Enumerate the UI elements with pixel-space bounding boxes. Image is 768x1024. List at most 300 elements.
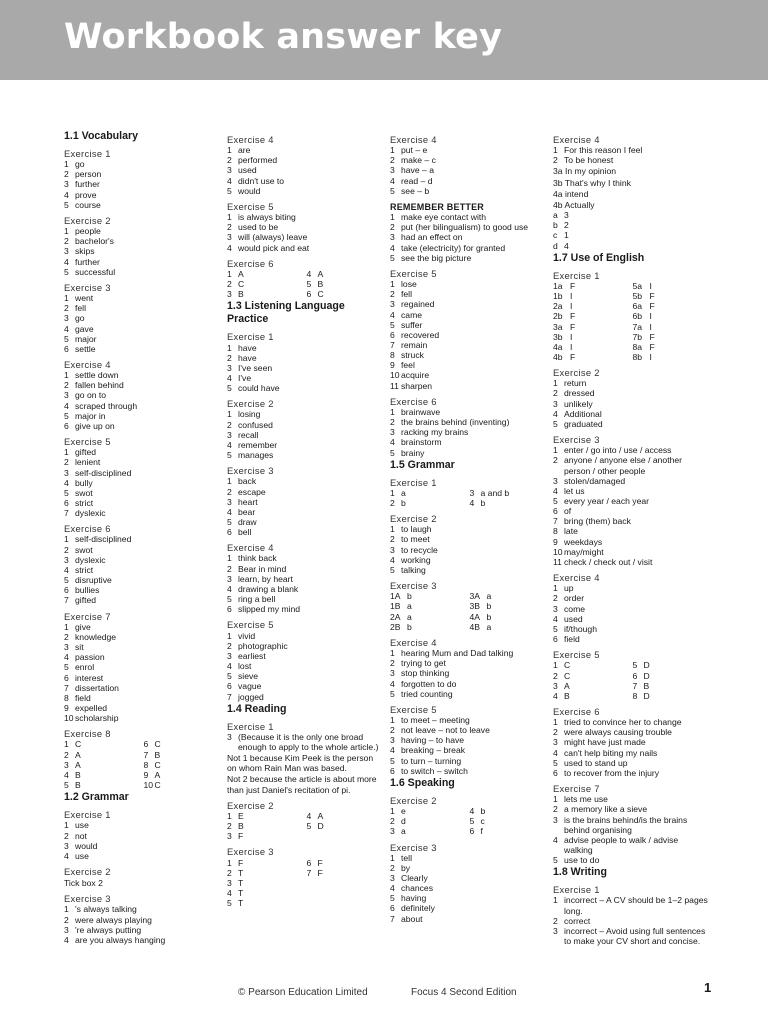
answer-line [553,624,708,634]
answer-number: 4 [553,690,558,701]
answer-line [390,350,545,360]
answer-text: b [480,806,486,817]
answer-cell [633,281,709,291]
answer-text: graduated [564,418,603,429]
answer-line [64,683,219,693]
answer-text: bring (them) back [564,516,631,527]
answer-text: bear [238,506,256,517]
answer-text: D [643,690,650,701]
answer-number: 6 [64,585,69,596]
answer-number: 7 [227,691,232,702]
answer-number: 3 [227,165,232,176]
answer-number: 2 [64,169,69,180]
answer-text: 4 [564,240,569,251]
answer-number: 1 [390,145,395,156]
answer-line [64,488,219,498]
answer-line [64,246,219,256]
answer-number: 3 [390,299,395,310]
answer-text: a [407,611,412,622]
answer-line [227,594,382,604]
answer-number: 4 [227,242,232,253]
answer-text: advise people to walk / advise walking [564,834,679,855]
section-heading: 1.7 Use of English [553,251,645,264]
answer-line [64,457,219,467]
answer-number: 7 [143,749,149,760]
answer-number: 3 [227,429,232,440]
answer-number: 11 [553,556,562,567]
answer-number: 6 [306,289,312,300]
answer-line [553,727,708,737]
answer-text: will (always) leave [238,232,308,243]
answer-number: 1 [390,212,395,223]
answer-text: slipped my mind [238,604,301,615]
answer-text: a [401,487,406,498]
answer-text: drawing a blank [238,583,299,594]
answer-cell [390,826,466,836]
exercise-heading: Exercise 1 [227,331,274,343]
answer-line [64,159,219,169]
answer-text: definitely [401,903,435,914]
answer-number: 7 [64,682,69,693]
answer-line [553,388,708,398]
exercise-heading: Exercise 1 [227,720,274,732]
answer-cell [390,498,466,508]
exercise-heading: Exercise 4 [227,134,274,145]
exercise-heading: Exercise 5 [227,200,274,212]
answer-text: a [486,591,492,602]
answer-text: bachelor's [75,236,114,247]
answer-number: 4 [306,810,312,821]
answer-number: 2 [64,830,69,841]
answer-number: 6 [390,765,395,776]
answer-text: let us [564,485,585,496]
answer-text: swot [75,544,93,555]
answer-line [227,222,382,232]
answer-number: 2B [390,621,401,632]
answer-line [390,534,545,544]
answer-line [227,517,382,527]
answer-note: 3b That's why I think [553,177,631,188]
answer-line [64,293,219,303]
answer-number: 3A [469,591,481,602]
answer-line [64,179,219,189]
answer-number: 4 [390,309,395,320]
publisher-credit: © Pearson Education Limited [238,987,368,998]
answer-line [390,176,545,186]
answer-cell [390,601,466,611]
answer-number: 7 [64,508,69,519]
answer-number: 5 [64,333,69,344]
answer-number: 5 [306,821,312,832]
answer-text: I've seen [238,362,273,373]
answer-text: use to do [564,855,600,866]
answer-number: 6b [632,311,643,322]
answer-line [553,794,708,804]
answer-line [227,420,382,430]
answer-line [390,745,545,755]
answer-text: used [238,165,257,176]
answer-cell [553,681,629,691]
answer-text: used to stand up [564,757,628,768]
answer-number: 4 [64,652,69,663]
answer-text [318,878,383,888]
answer-number: 1 [64,621,69,632]
answer-text: to recover from the injury [564,767,660,778]
answer-text: dyslexic [75,508,106,519]
answer-line [64,565,219,575]
title-banner [0,0,768,80]
answer-text: tell [401,852,412,863]
answer-cell [553,301,629,311]
exercise-heading: Exercise 1 [390,476,437,488]
answer-text: put – e [401,145,428,156]
answer-cell [633,291,709,301]
answer-text: of [564,506,572,517]
answer-number: 9 [553,536,558,547]
answer-line [390,735,545,745]
answer-number: 1A [390,591,401,602]
answer-text [318,831,383,841]
answer-line [553,815,708,835]
answer-number: 3 [390,232,395,243]
answer-cell [633,322,709,332]
answer-text: would [238,185,261,196]
section-heading: 1.6 Speaking [390,776,455,789]
answer-number: 4 [553,408,558,419]
section-heading: 1.4 Reading [227,702,287,715]
answer-text: b [480,498,486,508]
answer-text: lenient [75,457,101,468]
answer-number: 8 [143,759,149,770]
answer-text: lose [401,279,417,290]
answer-number: 6 [632,670,638,681]
answer-text: (Because it is the only one broad enough to apply to the whole article.) [238,731,379,752]
answer-number: 7 [306,867,312,878]
answer-grid [553,281,708,362]
answer-text: lost [238,661,252,672]
answer-line [227,651,382,661]
answer-line [64,642,219,652]
answer-line [553,241,708,251]
answer-number: 4 [64,323,69,334]
answer-number: 1 [390,806,395,817]
answer-line [64,190,219,200]
answer-number: 3 [553,398,558,409]
answer-line [390,437,545,447]
answer-number: 3 [469,487,475,498]
answer-text: C [75,739,82,750]
answer-cell [470,498,546,508]
answer-text: gifted [75,595,97,606]
answer-number: 5 [390,893,395,904]
answer-number: 1 [64,226,69,237]
answer-number: 2 [390,534,395,545]
answer-line [553,547,708,557]
exercise-heading: Exercise 4 [227,542,274,554]
section-heading: 1.2 Grammar [64,791,129,804]
answer-line [64,468,219,478]
answer-cell [470,612,546,622]
answer-line [553,614,708,624]
answer-number: 2 [227,279,232,290]
answer-text: brainstorm [401,437,442,448]
answer-line [227,574,382,584]
answer-number: 6 [64,420,69,431]
answer-number: 4 [553,485,558,496]
answer-number: 6 [227,527,232,538]
answer-number: 6 [64,672,69,683]
answer-text: B [75,780,81,791]
answer-number: 1 [227,145,232,156]
answer-line [227,527,382,537]
answer-text: To be honest [564,155,614,166]
answer-text: remain [401,339,428,350]
answer-cell [227,821,303,831]
answer-number: 1 [227,409,232,420]
answer-number [307,888,318,898]
answer-number: 2 [390,417,395,428]
answer-number: 6 [469,826,475,837]
answer-text: is the brains behind/is the brains behind organising [564,814,688,835]
answer-number [307,831,318,841]
answer-number: 1 [553,145,558,156]
answer-text: read – d [401,175,433,186]
answer-cell [470,601,546,611]
answer-cell [553,311,629,321]
answer-number: 1 [553,794,558,805]
answer-text: I [570,301,573,312]
answer-line [553,220,708,230]
answer-line [64,585,219,595]
answer-text: late [564,526,578,537]
answer-number: 6 [64,343,69,354]
answer-number: 4 [390,678,395,689]
answer-text: 're always putting [75,924,142,935]
answer-line [553,145,708,155]
answer-line [227,661,382,671]
answer-text: F [317,867,323,878]
answer-text: self-disciplined [75,467,132,478]
answer-text: by [401,862,411,873]
answer-number: 6 [390,329,395,340]
answer-line [64,703,219,713]
answer-number: 5 [64,266,69,277]
answer-text: b [407,621,412,632]
answer-text: self-disciplined [75,534,132,545]
answer-number: 2 [64,236,69,247]
answer-number [307,898,318,908]
answer-number: 4 [64,564,69,575]
answer-text: remember [238,439,278,450]
answer-text: not leave – not to leave [401,725,490,736]
answer-number: 5 [227,383,232,394]
answer-cell [64,750,140,760]
answer-text: A [154,769,161,780]
answer-line [390,853,545,863]
answer-line [64,662,219,672]
answer-number: 3 [227,496,232,507]
answer-number: 2 [64,749,69,760]
answer-text: b [486,601,492,612]
answer-number: 6 [143,739,149,750]
answer-line [64,831,219,841]
answer-line [64,267,219,277]
answer-text: sieve [238,671,259,682]
answer-number: 1 [390,487,395,498]
answer-number: 6 [306,857,312,868]
answer-text: Clearly [401,873,428,883]
answer-line [227,145,382,155]
answer-number: 2 [390,155,395,166]
answer-line [553,537,708,547]
answer-cell [633,660,709,670]
answer-number: 1 [64,293,69,304]
answer-line [553,634,708,644]
answer-text: think back [238,553,277,564]
answer-number: 5 [390,755,395,766]
answer-line [553,748,708,758]
answer-text: passion [75,652,105,663]
answer-line [64,169,219,179]
answer-line [390,766,545,776]
answer-text: I [570,291,573,302]
answer-text: see – b [401,185,430,196]
answer-text: to meet [401,534,430,545]
answer-text: regained [401,299,435,310]
answer-cell [553,342,629,352]
answer-text: trying to get [401,658,446,669]
answer-line [390,883,545,893]
answer-text: F [649,341,655,352]
answer-number: 5 [64,410,69,421]
answer-text: F [570,321,576,332]
answer-line [553,230,708,240]
answer-cell [633,671,709,681]
answer-line [227,343,382,353]
answer-number: 1 [227,857,232,868]
exercise-heading: Exercise 6 [227,257,274,269]
answer-note: Not 2 because the article is about more than just Daniel's recitation of pi. [227,774,377,795]
answer-text: have [238,352,257,363]
answer-text: scraped through [75,400,138,411]
answer-line [553,768,708,778]
answer-number: 2 [227,419,232,430]
answer-number: 7 [64,595,69,606]
answer-number: 3 [227,650,232,661]
answer-cell [553,660,629,670]
answer-cell [227,898,303,908]
answer-text: confused [238,419,273,430]
answer-text: expelled [75,702,108,713]
answer-text: 3 [564,210,569,221]
answer-line [64,632,219,642]
answer-number: 1 [390,279,395,290]
answer-line [227,176,382,186]
answer-cell [470,826,546,836]
answer-text: recall [238,429,259,440]
answer-line [227,450,382,460]
answer-cell [633,332,709,342]
answer-number: 6 [227,604,232,615]
page-number: 1 [704,980,712,995]
answer-number: 4 [64,189,69,200]
answer-line [227,604,382,614]
exercise-heading: Exercise 3 [64,281,111,293]
answer-cell [64,770,140,780]
answer-text: F [649,301,655,312]
answer-text: C [154,739,161,750]
answer-line [64,575,219,585]
answer-cell [307,878,383,888]
answer-line [64,925,219,935]
answer-text: escape [238,486,266,497]
answer-text: bullies [75,585,100,596]
answer-number: 2 [227,222,232,233]
answer-text: person [75,169,102,180]
answer-grid [390,591,545,632]
answer-number: 1 [390,406,395,417]
answer-text: fell [75,303,86,314]
answer-number: 4 [390,554,395,565]
answer-line [64,534,219,544]
answer-number: 2 [553,727,558,738]
answer-text: go [75,313,85,324]
exercise-heading: Exercise 2 [390,794,437,806]
exercise-heading: Exercise 5 [390,267,437,279]
answer-number: 4B [469,621,481,632]
answer-text: may/might [564,546,604,557]
answer-line [227,165,382,175]
answer-text: to meet – meeting [401,714,470,725]
answer-text: a [486,621,492,632]
answer-line [390,427,545,437]
answer-number: 4 [64,850,69,861]
answer-text: course [75,199,101,210]
answer-line [390,715,545,725]
exercise-heading: Exercise 3 [553,434,600,446]
answer-line [390,155,545,165]
answer-cell [633,342,709,352]
answer-number: 3 [553,925,558,936]
answer-number: 4a [553,341,563,352]
answer-number: 7a [632,321,643,332]
answer-cell [470,591,546,601]
answer-number: 4 [227,661,232,672]
answer-text: a and b [480,487,510,498]
answer-line [390,381,545,391]
answer-cell [144,770,220,780]
answer-line [390,253,545,263]
answer-number: 2 [553,593,558,604]
answer-number: 1 [390,648,395,659]
answer-line [64,622,219,632]
answer-cell [144,750,220,760]
answer-text: I [649,351,652,362]
answer-line [227,383,382,393]
answer-line [390,756,545,766]
answer-number: 3 [390,427,395,438]
answer-text: performed [238,155,278,166]
answer-number: 1b [553,291,563,302]
answer-line [390,320,545,330]
answer-text: tried counting [401,688,453,699]
exercise-heading: Exercise 4 [390,636,437,648]
answer-line [227,553,382,563]
answer-text: incorrect – A CV should be 1–2 pages long. [564,895,708,916]
answer-line [227,353,382,363]
answer-grid [390,806,545,836]
answer-text: F [649,291,655,302]
